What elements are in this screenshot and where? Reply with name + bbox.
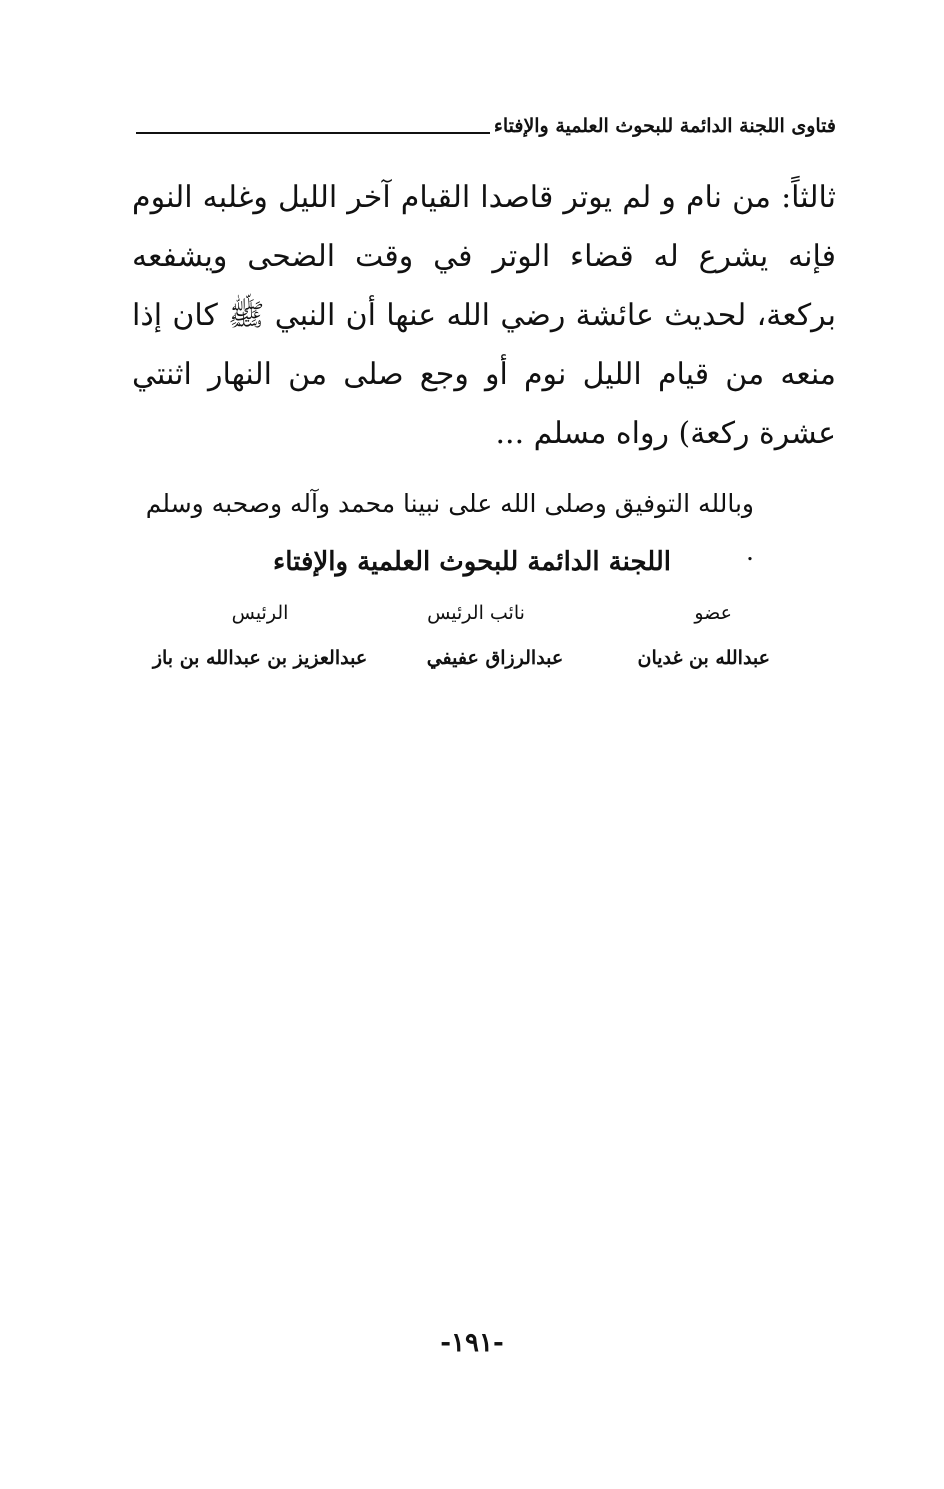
signatory-roles <box>150 598 770 628</box>
header-title: فتاوى اللجنة الدائمة للبحوث العلمية والإفتاء <box>493 115 836 137</box>
signatory-role: الرئيس <box>231 602 289 624</box>
committee-name: اللجنة الدائمة للبحوث العلمية والإفتاء <box>273 547 671 577</box>
fatwa-body <box>132 168 836 463</box>
page-number: -١٩١- <box>440 1328 504 1358</box>
signatory-names <box>150 643 770 673</box>
signatory-role: عضو <box>694 602 732 624</box>
signatory-name: عبدالعزيز بن عبدالله بن باز <box>152 647 368 669</box>
signatory-role: نائب الرئيس <box>427 602 525 624</box>
body-paragraph: ثالثاً: من نام و لم يوتر قاصدا القيام آخر الليل وغلبه النوم فإنه يشرع له قضاء الوتر في وقت الضحى ويشفعه بركعة، لحديث عائشة رضي الله عنها أن النبي ﷺ كان إذا منعه من قيام الليل نوم أو وجع صلى من النهار اثنتي عشرة ركعة) رواه مسلم ... <box>132 180 836 451</box>
signatory-name: عبدالرزاق عفيفي <box>426 647 564 669</box>
signatory-name: عبدالله بن غديان <box>637 647 770 669</box>
closing-line: وبالله التوفيق وصلى الله على نبينا محمد وآله وصحبه وسلم . <box>145 489 754 566</box>
running-header <box>136 104 836 138</box>
header-rule <box>136 132 490 134</box>
